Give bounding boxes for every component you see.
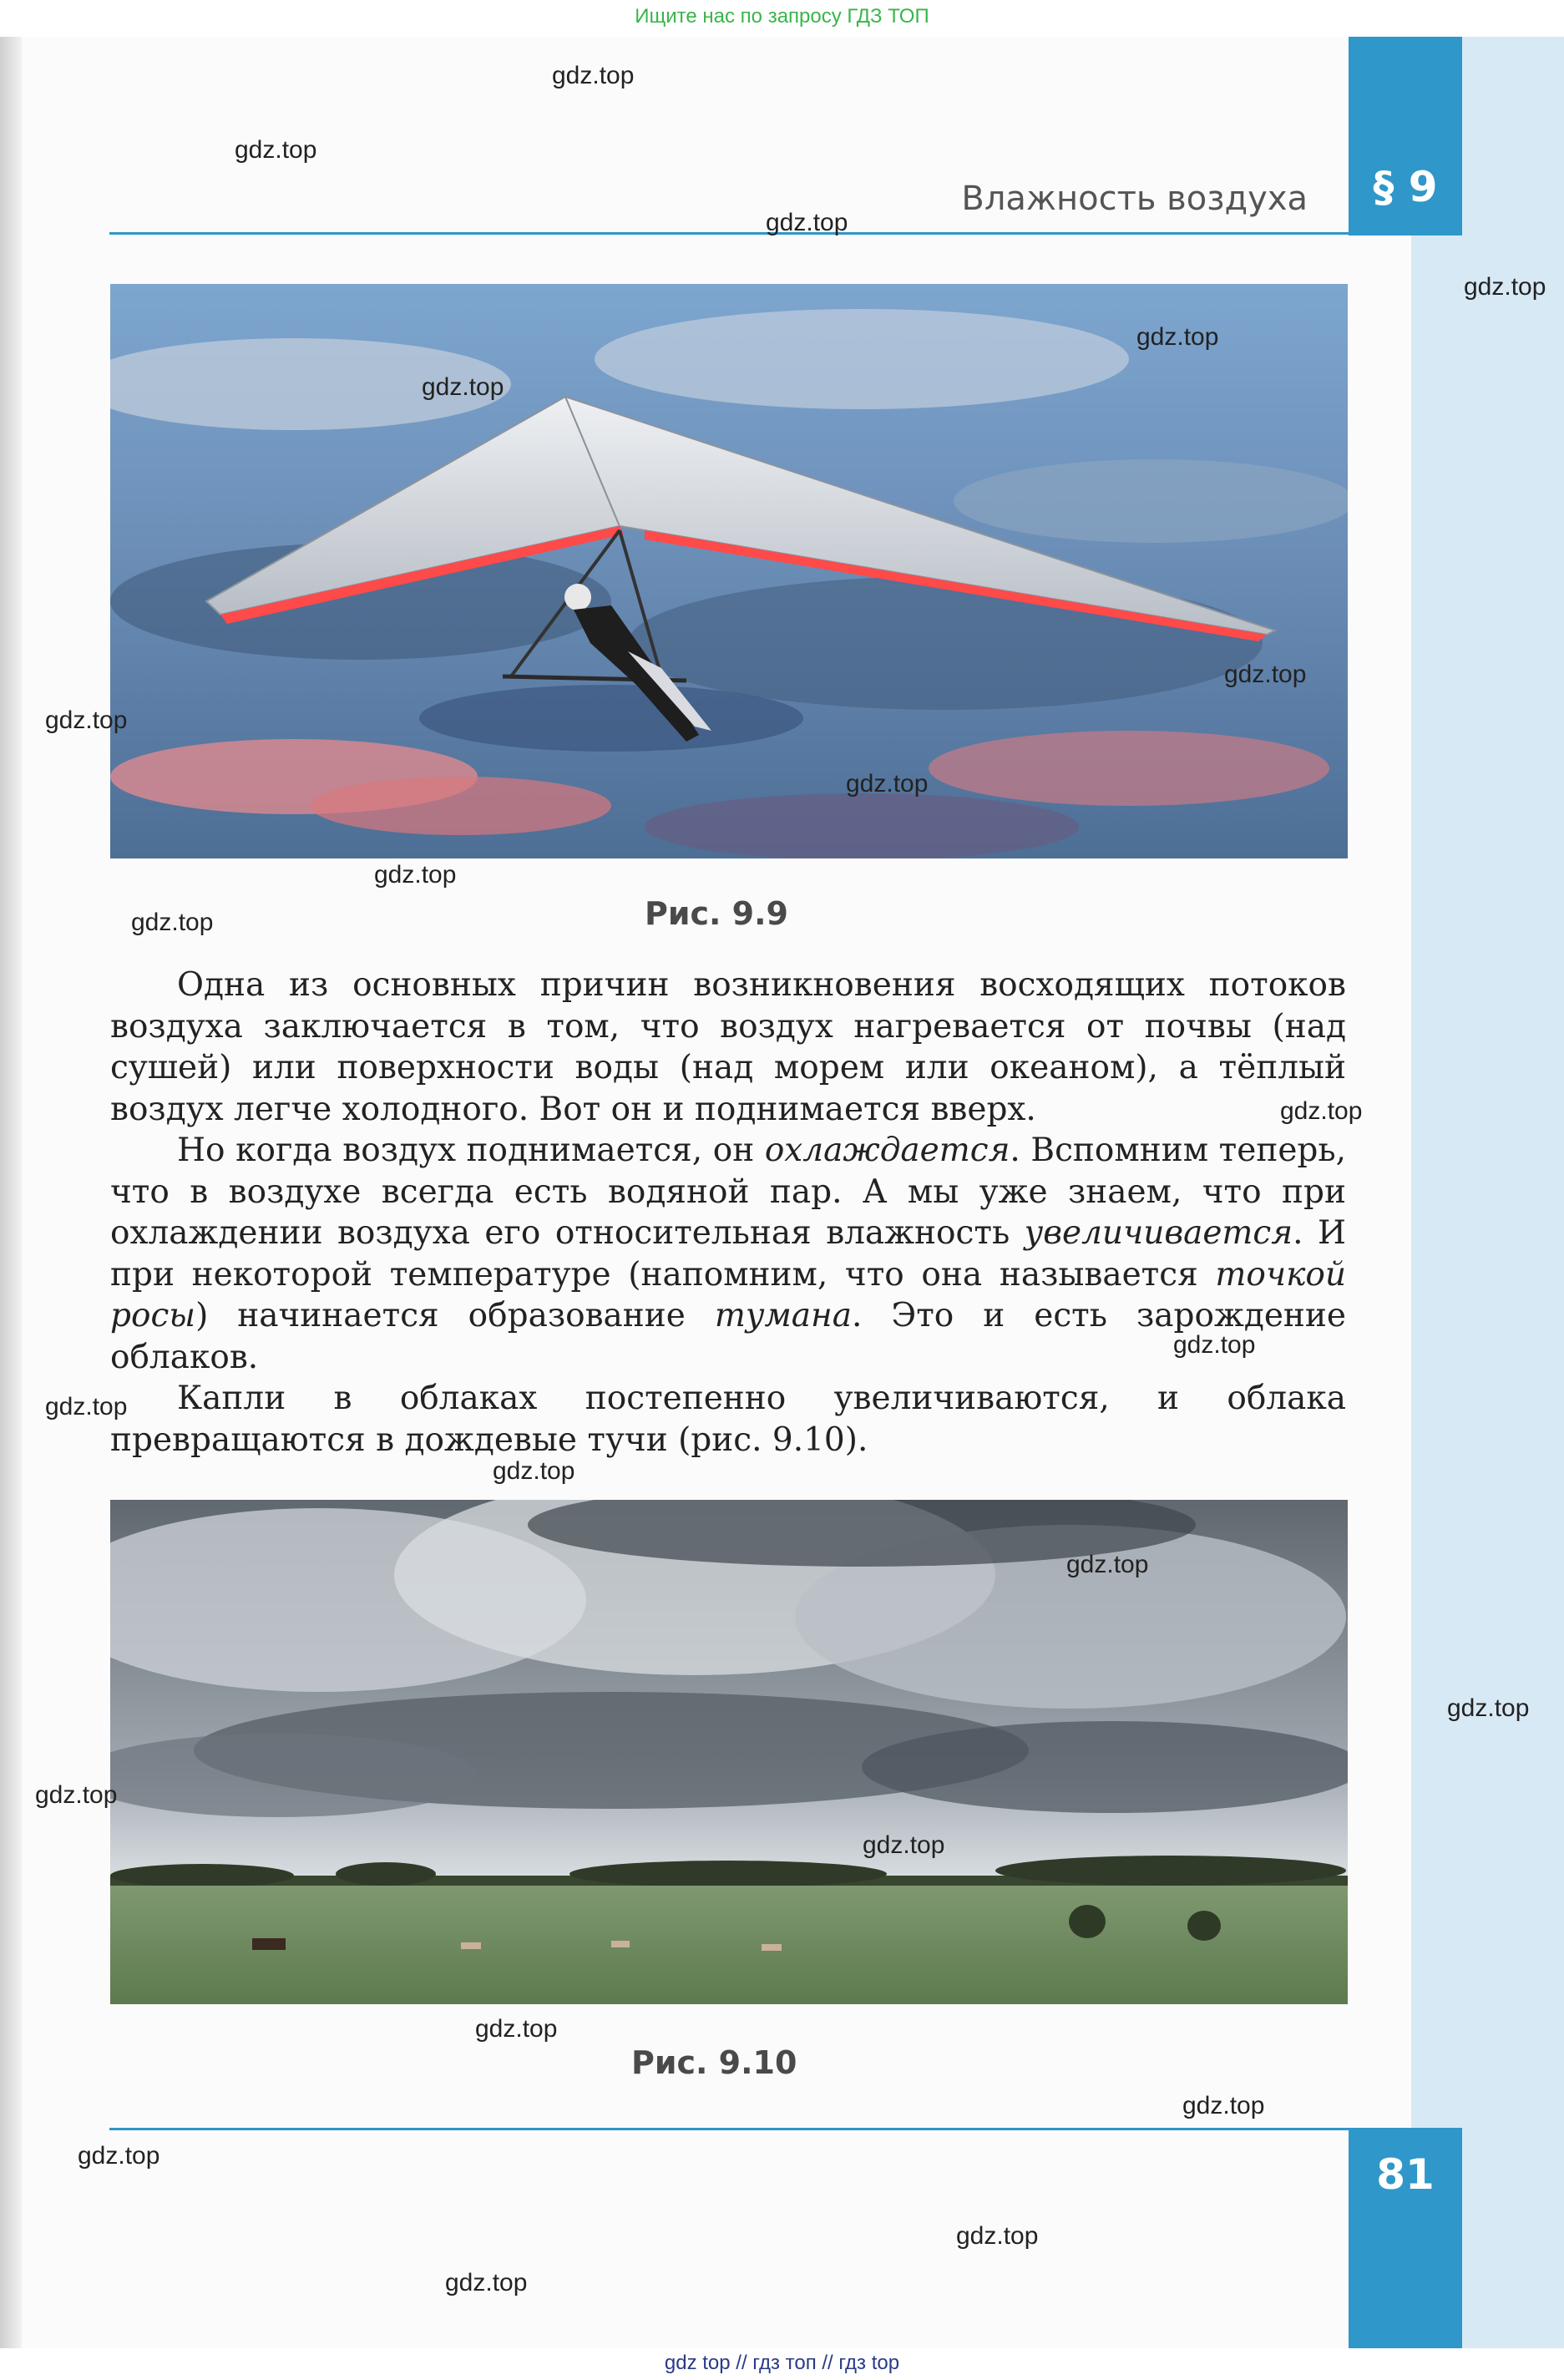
emphasized-term: охлаждается [764,1132,1010,1169]
watermark: gdz.top [1136,323,1219,351]
watermark: gdz.top [422,373,504,401]
watermark: gdz.top [956,2222,1039,2250]
watermark: gdz.top [1447,1694,1530,1722]
emphasized-term: тумана [714,1297,852,1334]
watermark: gdz.top [1224,661,1307,688]
watermark: gdz.top [475,2015,558,2043]
watermark: gdz.top [493,1457,575,1485]
watermark: gdz.top [1182,2092,1265,2119]
footer-rule [109,2128,1349,2130]
page-binding-shadow [0,37,22,2348]
text-run: . Это и есть зарождение облаков. [110,1297,1346,1376]
watermark: gdz.top [1066,1551,1149,1578]
watermark: gdz.top [131,909,214,936]
bottom-banner[interactable]: gdz top // гдз топ // гдз top [664,2352,900,2374]
watermark: gdz.top [45,1393,128,1420]
watermark: gdz.top [1173,1331,1256,1359]
paragraph [110,1130,1346,1378]
watermark: gdz.top [846,770,929,798]
text-run: Но когда воздух поднимается, он [177,1132,765,1169]
watermark: gdz.top [445,2269,528,2296]
chapter-title: Влажность воздуха [961,180,1308,218]
watermark: gdz.top [374,861,457,889]
figure-caption-9-10: Рис. 9.10 [631,2044,797,2081]
text-run: . Вспомним теперь, что в воздухе всегда есть водяной пар. А мы уже знаем, что при охлаждении воздуха его относительная влажность [110,1132,1346,1252]
figure-rain-clouds [110,1500,1348,2004]
text-run: . И при некоторой температуре (напомним, что она называется [110,1214,1346,1294]
paragraph [110,1378,1346,1461]
figure-caption-9-9: Рис. 9.9 [645,895,788,932]
watermark: gdz.top [1280,1097,1363,1125]
watermark: gdz.top [766,209,848,236]
emphasized-term: точкой росы [110,1255,1346,1334]
page-number: 81 [1376,2150,1435,2199]
body-text [110,965,1346,1461]
top-banner[interactable]: Ищите нас по запросу ГДЗ ТОП [635,5,929,28]
text-run: Капли в облаках постепенно увеличиваются, и облака превращаются в дождевые тучи (рис. 9.10). [110,1380,1346,1459]
header-rule [109,232,1349,235]
watermark: gdz.top [45,706,128,734]
emphasized-term: увеличивается [1024,1214,1293,1252]
watermark: gdz.top [78,2142,160,2170]
watermark: gdz.top [1464,273,1546,301]
text-run: Одна из основных причин возникновения восходящих потоков воздуха заключается в том, что воздух нагревается от почвы (над сушей) или поверхности воды (над морем или океаном), а тёплый воздух легче холодного. Вот он и поднимается вверх. [110,966,1346,1128]
paragraph [110,965,1346,1130]
watermark: gdz.top [863,1831,945,1859]
figure-hang-glider [110,284,1348,858]
section-number: § 9 [1373,163,1438,211]
watermark: gdz.top [552,62,635,89]
watermark: gdz.top [35,1781,118,1809]
side-margin-band [1411,37,1564,2348]
watermark: gdz.top [235,136,317,164]
text-run: ) начинается образование [195,1297,715,1334]
